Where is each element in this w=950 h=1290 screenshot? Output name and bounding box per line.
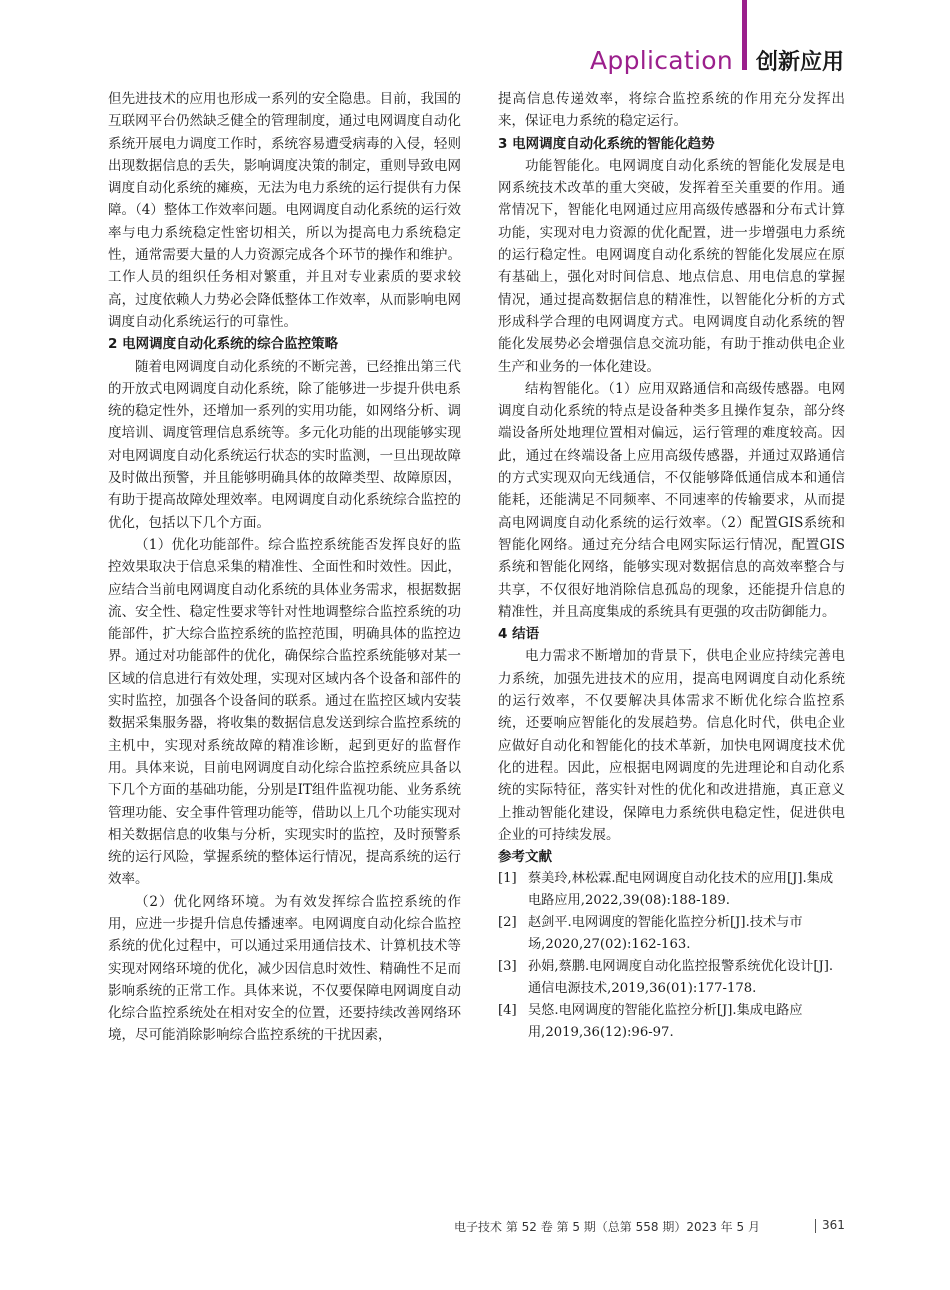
reference-number: [2] [498, 915, 517, 931]
right-paragraph-1: 提高信息传递效率，将综合监控系统的作用充分发挥出来，保证电力系统的稳定运行。 [498, 91, 845, 130]
right-paragraph-2: 功能智能化。电网调度自动化系统的智能化发展是电网系统技术改革的重大突破，发挥着至关重要的作用。通常情况下，智能化电网通过应用高级传感器和分布式计算功能，实现对电力资源的优化配置，进一步增强电力系统的运行稳定性。电网调度自动化系统的智能化发展应在原有基础上，强化对时间信息、地点信息、用电信息的掌握情况，通过提高数据信息的精准性，以智能化分析的方式形成科学合理的电网调度方式。电网调度自动化系统的智能化发展势必会增强信息交流功能，有助于推动供电企业生产和业务的一体化建设。 [498, 157, 845, 375]
right-paragraph-4: 电力需求不断增加的背景下，供电企业应持续完善电力系统，加强先进技术的应用，提高电网调度自动化系统的运行效率，不仅要解决具体需求不断优化综合监控系统，还要响应智能化的发展趋势。信息化时代，供电企业应做好自动化和智能化的技术革新，加快电网调度技术优化的进程。因此，应根据电网调度的先进理论和自动化系统的实际特征，落实针对性的优化和改进措施，真正意义上推动智能化建设，保障电力系统供电稳定性，促进供电企业的可持续发展。 [498, 648, 845, 843]
left-paragraph-2: 随着电网调度自动化系统的不断完善，已经推出第三代的开放式电网调度自动化系统，除了能够进一步提升供电系统的稳定性外，还增加一系列的实用功能，如网络分析、调度培训、调度管理信息系统等。多元化功能的出现能够实现对电网调度自动化系统运行状态的实时监测，一旦出现故障及时做出预警，并且能够明确具体的故障类型、故障原因，有助于提高故障处理效率。电网调度自动化系统综合监控的优化，包括以下几个方面。 [108, 358, 461, 531]
header-section-chinese: 创新应用 [756, 50, 845, 75]
reference-number: [4] [498, 1003, 517, 1019]
reference-text: 蔡美玲,林松霖.配电网调度自动化技术的应用[J].集成电路应用,2022,39(08):188-189. [528, 871, 834, 909]
left-column [108, 88, 461, 1047]
left-paragraph-4: （2）优化网络环境。为有效发挥综合监控系统的作用，应进一步提升信息传播速率。电网调度自动化综合监控系统的优化过程中，可以通过采用通信技术、计算机技术等实现对网络环境的优化，减少因信息时效性、精确性不足而影响系统的正常工作。具体来说，不仅要保障电网调度自动化综合监控系统处在相对安全的位置，还要持续改善网络环境，尽可能消除影响综合监控系统的干扰因素， [108, 893, 461, 1044]
right-paragraph-3: 结构智能化。（1）应用双路通信和高级传感器。电网调度自动化系统的特点是设备种类多且操作复杂，部分终端设备所处地理位置相对偏远，运行管理的难度较高。因此，通过在终端设备上应用高级传感器，并通过双路通信的方式实现双向无线通信，不仅能够降低通信成本和通信能耗，还能满足不同频率、不同速率的传输要求，从而提高电网调度自动化系统的运行效率。（2）配置GIS系统和智能化网络。通过充分结合电网实际运行情况，配置GIS系统和智能化网络，能够实现对数据信息的高效率整合与共享，不仅很好地消除信息孤岛的现象，还能提升信息的精准性，并且高度集成的系统具有更强的攻击防御能力。 [498, 380, 845, 620]
reference-item [498, 1000, 845, 1044]
reference-text: 孙娟,蔡鹏.电网调度自动化监控报警系统优化设计[J].通信电源技术,2019,36(01):177-178. [528, 959, 834, 997]
reference-number: [3] [498, 959, 517, 975]
reference-number: [1] [498, 871, 517, 887]
header-section-english: Application [590, 46, 733, 75]
reference-item [498, 912, 845, 956]
right-column [498, 88, 845, 1044]
footer-journal-info: 电子技术 第 52 卷 第 5 期（总第 558 期）2023 年 5 月 [454, 1220, 760, 1234]
section-heading-4: 4 结语 [498, 626, 540, 643]
reference-text: 赵剑平.电网调度的智能化监控分析[J].技术与市场,2020,27(02):162-163. [528, 915, 803, 953]
section-heading-3: 3 电网调度自动化系统的智能化趋势 [498, 135, 715, 152]
reference-text: 吴悠.电网调度的智能化监控分析[J].集成电路应用,2019,36(12):96-97. [528, 1003, 803, 1041]
left-paragraph-1: 但先进技术的应用也形成一系列的安全隐患。目前，我国的互联网平台仍然缺乏健全的管理制度，通过电网调度自动化系统开展电力调度工作时，系统容易遭受病毒的入侵，轻则出现数据信息的丢失，影响调度决策的制定，重则导致电网调度自动化系统的瘫痪，无法为电力系统的运行提供有力保障。（4）整体工作效率问题。电网调度自动化系统的运行效率与电力系统稳定性密切相关，所以为提高电力系统稳定性，通常需要大量的人力资源完成各个环节的操作和维护。工作人员的组织任务相对繁重，并且对专业素质的要求较高，过度依赖人力势必会降低整体工作效率，从而影响电网调度自动化系统运行的可靠性。 [108, 91, 461, 330]
section-heading-2: 2 电网调度自动化系统的综合监控策略 [108, 336, 339, 353]
reference-item [498, 956, 845, 1000]
reference-item [498, 868, 845, 912]
page-number: 361 [822, 1218, 845, 1232]
footer-divider [815, 1219, 816, 1233]
left-paragraph-3: （1）优化功能部件。综合监控系统能否发挥良好的监控效果取决于信息采集的精准性、全面性和时效性。因此，应结合当前电网调度自动化系统的具体业务需求，根据数据流、安全性、稳定性要求等针对性地调整综合监控系统的功能部件，扩大综合监控系统的监控范围，明确具体的监控边界。通过对功能部件的优化，确保综合监控系统能够对某一区域的信息进行有效处理，实现对区域内各个设备和部件的实时监控，加强各个设备间的联系。通过在监控区域内安装数据采集服务器，将收集的数据信息发送到综合监控系统的主机中，实现对系统故障的精准诊断，起到更好的监督作用。具体来说，目前电网调度自动化综合监控系统应具备以下几个方面的基础功能，分别是IT组件监视功能、业务系统管理功能、安全事件管理功能等，借助以上几个功能实现对相关数据信息的收集与分析，实现实时的监控，及时预警系统的运行风险，掌握系统的整体运行情况，提高系统的运行效率。 [108, 536, 461, 888]
references-heading: 参考文献 [498, 849, 552, 866]
header-accent-bar [742, 0, 747, 70]
